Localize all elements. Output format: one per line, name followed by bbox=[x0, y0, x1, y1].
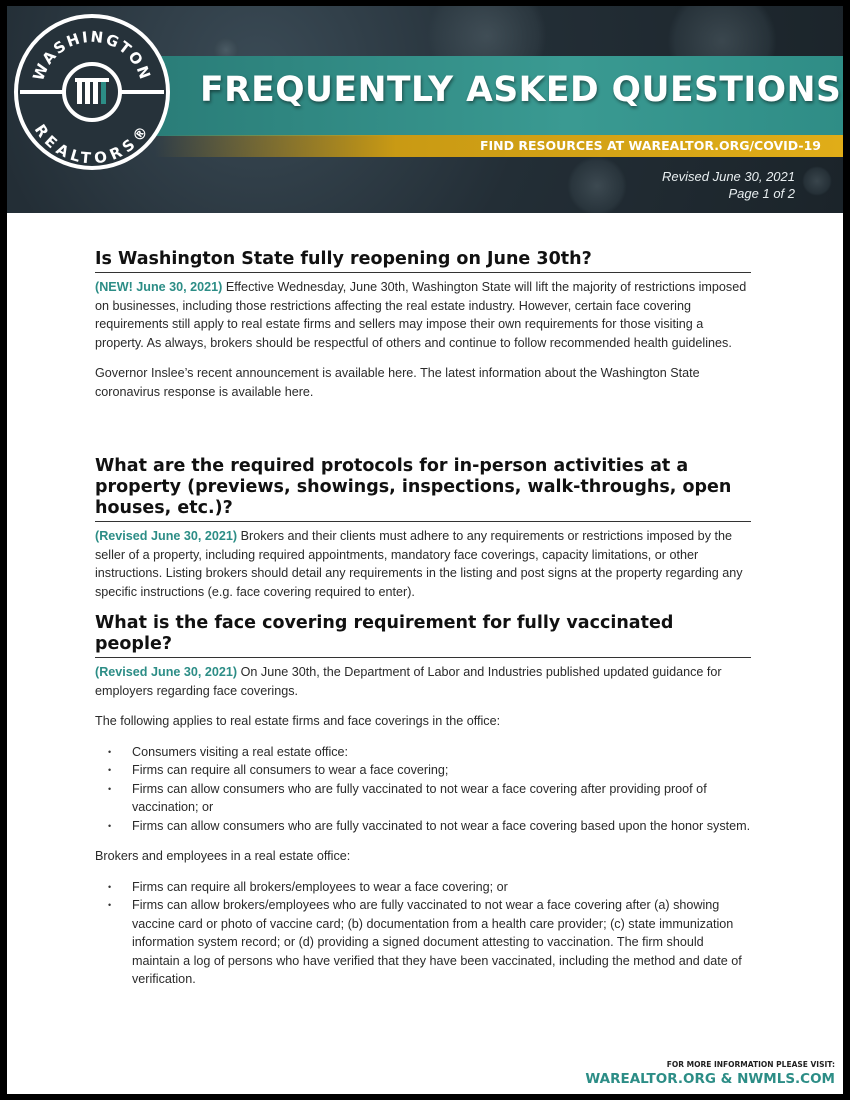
bullet-list bbox=[95, 743, 751, 836]
resource-bar bbox=[155, 135, 843, 157]
logo-bottom-text: REALTORS® bbox=[30, 121, 154, 168]
answer-paragraph bbox=[95, 663, 751, 700]
footer-note: FOR MORE INFORMATION PLEASE VISIT: bbox=[666, 1060, 835, 1069]
logo-top-text: WASHINGTON bbox=[29, 27, 155, 84]
question-heading: What is the face covering requirement for fully vaccinated people? bbox=[95, 613, 751, 658]
question-heading: What are the required protocols for in-person activities at a property (previews, showings, inspections, walk-throughs, open houses, etc.)? bbox=[95, 456, 751, 522]
list-item: • Firms can require all consumers to wear a face covering; bbox=[95, 761, 751, 780]
answer-paragraph bbox=[95, 527, 751, 601]
answer-paragraph bbox=[95, 278, 751, 352]
list-item: • Consumers visiting a real estate office: bbox=[95, 743, 751, 762]
update-tag: (NEW! June 30, 2021) bbox=[95, 280, 223, 294]
faq-section bbox=[95, 456, 751, 601]
update-tag: (Revised June 30, 2021) bbox=[95, 529, 238, 543]
list-item: • Firms can require all brokers/employees to wear a face covering; or bbox=[95, 878, 751, 897]
revision-info bbox=[662, 168, 795, 202]
answer-text: Effective Wednesday, June 30th, Washington State will lift the majority of restrictions imposed on businesses, including those restrictions affecting the real estate industry. However, certain face covering requirements still apply to real estate firms and sellers may impose their own requirements for those visiting a property. As always, brokers should be respectful of others and continue to follow recommended health guidelines. bbox=[95, 280, 747, 350]
document-page bbox=[7, 6, 843, 1094]
update-tag: (Revised June 30, 2021) bbox=[95, 665, 238, 679]
answer-text: Brokers and their clients must adhere to any requirements or restrictions imposed by the seller of a property, including required appointments, mandatory face coverings, capacity limitations, or other instructions. Listing brokers should detail any requirements in the listing and post signs at the property regarding any specific instructions (e.g. face covering required to enter). bbox=[95, 529, 743, 599]
list-item: • Firms can allow brokers/employees who are fully vaccinated to not wear a face covering after (a) showing vaccine card or photo of vaccine card; (b) documentation from a health care provider; (c) state immunization information system record; or (d) providing a signed document attesting to vaccination. The firm should maintain a log of persons who have verified that they have been vaccinated, including the method and date of verification. bbox=[95, 896, 751, 989]
question-heading: Is Washington State fully reopening on June 30th? bbox=[95, 249, 751, 273]
answer-paragraph: Brokers and employees in a real estate office: bbox=[95, 849, 351, 863]
virus-decoration bbox=[802, 166, 832, 196]
page-number: Page 1 of 2 bbox=[728, 186, 795, 201]
list-item: • Firms can allow consumers who are fully vaccinated to not wear a face covering after providing proof of vaccination; or bbox=[95, 780, 751, 817]
bullet-list bbox=[95, 878, 751, 989]
answer-paragraph: The following applies to real estate firms and face coverings in the office: bbox=[95, 714, 501, 728]
list-item: • Firms can allow consumers who are fully vaccinated to not wear a face covering based upon the honor system. bbox=[95, 817, 751, 836]
resource-link[interactable]: FIND RESOURCES AT WAREALTOR.ORG/COVID-19 bbox=[479, 138, 821, 153]
faq-section bbox=[95, 613, 751, 989]
answer-text: On June 30th, the Department of Labor and Industries published updated guidance for employers regarding face coverings. bbox=[95, 665, 722, 698]
virus-decoration bbox=[567, 156, 627, 213]
revised-date: Revised June 30, 2021 bbox=[662, 169, 795, 184]
faq-section bbox=[95, 249, 751, 401]
footer-links[interactable]: WAREALTOR.ORG & NWMLS.COM bbox=[585, 1071, 835, 1087]
washington-realtors-logo bbox=[12, 12, 172, 172]
page-title: FREQUENTLY ASKED QUESTIONS bbox=[200, 70, 842, 110]
answer-paragraph: Governor Inslee’s recent announcement is available here. The latest information about the Washington State coronavirus response is available here. bbox=[95, 366, 700, 399]
header-banner bbox=[7, 6, 843, 213]
